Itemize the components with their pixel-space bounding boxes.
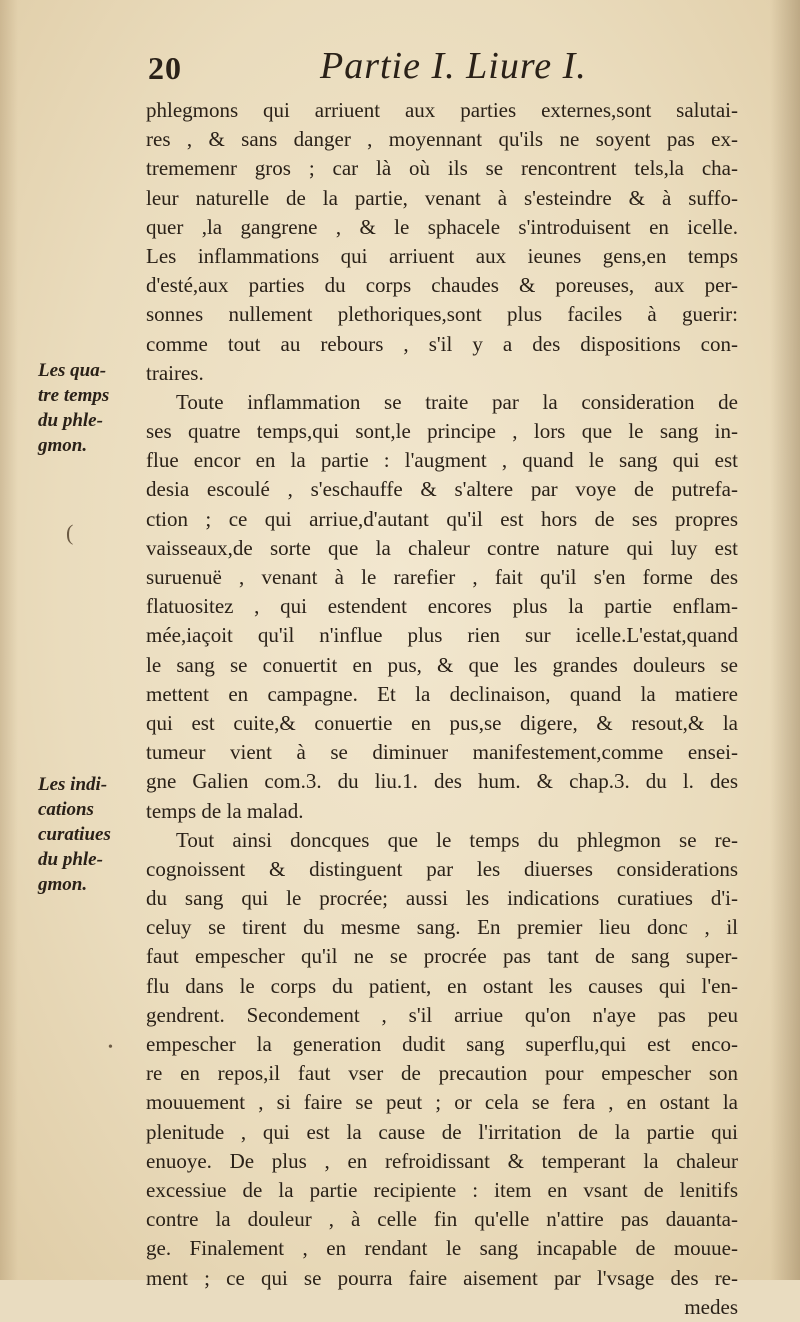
- text-line: Tout ainsi doncques que le temps du phlegmon se re-: [176, 827, 738, 852]
- page-number: 20: [148, 50, 182, 86]
- text-line: empescher la generation dudit sang superflu,qui est enco-: [146, 1032, 738, 1056]
- text-line: ment ; ce qui se pourra faire aisement par l'vsage des re-: [146, 1265, 738, 1290]
- sidenote-line: curatiues: [38, 824, 111, 845]
- catchword: medes: [684, 1294, 738, 1319]
- text-line: mée,iaçoit qu'il n'influe plus rien sur icelle.L'estat,quand: [146, 623, 738, 648]
- text-line: traires.: [146, 360, 204, 385]
- text-line: faut empescher qu'il ne se procrée pas tant de sang super-: [146, 944, 738, 969]
- sidenote-line: Les qua-: [38, 360, 107, 381]
- main-text-block: [146, 96, 738, 1322]
- sidenote-line: du phle-: [38, 410, 103, 431]
- running-head: [148, 44, 748, 90]
- text-line: enuoye. De plus , en refroidissant & temperant la chaleur: [146, 1148, 738, 1173]
- sidenote-quatre-temps: [38, 358, 138, 458]
- sidenote-line: gmon.: [38, 874, 88, 895]
- text-line: gendrent. Secondement , s'il arriue qu'on n'aye pas peu: [146, 1002, 738, 1027]
- sidenote-line: gmon.: [38, 435, 88, 456]
- text-line: flatuositez , qui estendent encores plus la partie enflam-: [146, 594, 738, 619]
- sidenote-indications: [38, 772, 138, 897]
- text-line: temps de la malad.: [146, 798, 304, 823]
- sidenote-line: tre temps: [38, 385, 110, 406]
- page-left-edge-shadow: [0, 0, 18, 1280]
- text-line: flu dans le corps du patient, en ostant les causes qui l'en-: [146, 973, 738, 998]
- page-gutter-shadow: [770, 0, 800, 1280]
- text-line: comme tout au rebours , s'il y a des dispositions con-: [146, 331, 738, 356]
- margin-ink-mark: (: [66, 520, 74, 545]
- text-line: qui est cuite,& conuertie en pus,se digere, & resout,& la: [146, 710, 738, 735]
- text-line: ses quatre temps,qui sont,le principe , lors que le sang in-: [146, 419, 738, 444]
- text-line: leur naturelle de la partie, venant à s'esteindre & à suffo-: [146, 185, 738, 210]
- text-line: quer ,la gangrene , & le sphacele s'introduisent en icelle.: [146, 214, 738, 239]
- text-line: suruenuë , venant à le rarefier , fait qu'il s'en forme des: [146, 565, 738, 589]
- text-line: celuy se tirent du mesme sang. En premier lieu donc , il: [146, 915, 738, 940]
- text-line: phlegmons qui arriuent aux parties externes,sont salutai-: [146, 98, 738, 122]
- text-line: excessiue de la partie recipiente : item en vsant de lenitifs: [146, 1177, 738, 1202]
- text-line: Toute inflammation se traite par la consideration de: [176, 389, 738, 414]
- text-line: Les inflammations qui arriuent aux ieunes gens,en temps: [146, 243, 738, 268]
- text-line: d'esté,aux parties du corps chaudes & poreuses, aux per-: [146, 273, 738, 298]
- text-line: res , & sans danger , moyennant qu'ils ne soyent pas ex-: [146, 127, 738, 152]
- text-line: gne Galien com.3. du liu.1. des hum. & chap.3. du l. des: [146, 769, 738, 794]
- text-line: cognoissent & distinguent par les diuerses considerations: [146, 856, 738, 881]
- sidenote-line: Les indi-: [38, 774, 108, 795]
- sidenote-line: cations: [38, 799, 94, 820]
- text-line: trememenr gros ; car là où ils se rencontrent tels,la cha-: [146, 156, 738, 181]
- running-head-title: Partie I. Liure I.: [320, 45, 587, 87]
- text-line: flue encor en la partie : l'augment , quand le sang qui est: [146, 448, 738, 473]
- text-line: le sang se conuertit en pus, & que les grandes douleurs se: [146, 652, 738, 677]
- text-line: desia escoulé , s'eschauffe & s'altere par voye de putrefa-: [146, 477, 738, 502]
- text-line: sonnes nullement plethoriques,sont plus faciles à guerir:: [146, 302, 738, 327]
- text-line: vaisseaux,de sorte que la chaleur contre nature qui luy est: [146, 535, 738, 560]
- text-line: ge. Finalement , en rendant le sang incapable de mouue-: [146, 1236, 738, 1261]
- text-line: tumeur vient à se diminuer manifestement,comme ensei-: [146, 740, 738, 765]
- margin-dot-mark: •: [108, 1040, 113, 1055]
- text-line: ction ; ce qui arriue,d'autant qu'il est hors de ses propres: [146, 506, 738, 531]
- text-line: du sang qui le procrée; aussi les indications curatiues d'i-: [146, 886, 738, 911]
- text-line: contre la douleur , à celle fin qu'elle n'attire pas dauanta-: [146, 1207, 738, 1232]
- text-line: mettent en campagne. Et la declinaison, quand la matiere: [146, 681, 738, 706]
- sidenote-line: du phle-: [38, 849, 103, 870]
- text-line: re en repos,il faut vser de precaution pour empescher son: [146, 1061, 738, 1086]
- text-line: mouuement , si faire se peut ; or cela se fera , en ostant la: [146, 1090, 738, 1115]
- text-line: plenitude , qui est la cause de l'irritation de la partie qui: [146, 1119, 738, 1144]
